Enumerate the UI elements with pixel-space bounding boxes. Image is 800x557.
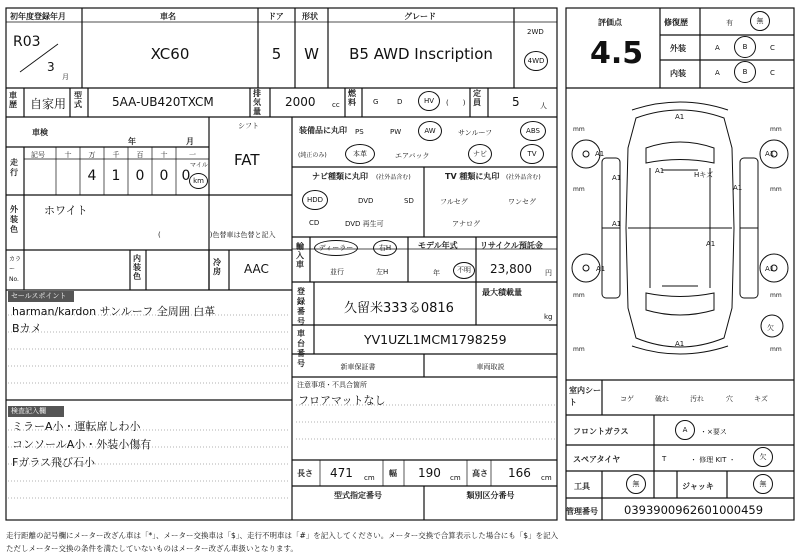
recycle-yen: 円 bbox=[545, 269, 552, 277]
equip-abs-circled: ABS bbox=[520, 121, 546, 141]
first-reg-label: 初年度登録年月 bbox=[10, 12, 66, 21]
inspection-month: 月 bbox=[186, 137, 194, 146]
grade-label: グレード bbox=[404, 12, 436, 21]
damage-mark-a1-10: A1 bbox=[765, 265, 775, 273]
mileage-digit-1: 4 bbox=[87, 168, 97, 184]
height-value: 166 bbox=[508, 466, 531, 480]
manage-number-label: 管理番号 bbox=[566, 507, 598, 516]
interior-seat-label: 室内シート bbox=[569, 386, 601, 407]
damage-mark-a1-6: A1 bbox=[733, 184, 743, 192]
mileage-digit-4: 0 bbox=[159, 168, 169, 184]
repair-no-circled: 無 bbox=[750, 11, 770, 31]
mm-label-2: mm bbox=[770, 126, 782, 133]
width-value: 190 bbox=[418, 466, 441, 480]
footer-note-2: ただしメーター交換の条件を満たしていないものはメーター改ざん車扱いとなります。 bbox=[6, 544, 298, 553]
exterior-grade-a: A bbox=[715, 44, 720, 52]
manual-label: 車両取説 bbox=[476, 363, 505, 371]
ac-label: 冷房 bbox=[213, 258, 221, 276]
exterior-label: 外装 bbox=[670, 44, 686, 53]
import-left: 左H bbox=[376, 268, 389, 276]
grade-value: B5 AWD Inscription bbox=[349, 45, 493, 63]
inspector-label: 検査記入欄 bbox=[8, 406, 64, 417]
damage-mark-a1-2: A1 bbox=[595, 150, 605, 158]
digit-header-4: 百 bbox=[136, 151, 144, 159]
spare-missing-circled: 欠 bbox=[753, 447, 773, 467]
damage-mark-a1-4: A1 bbox=[655, 167, 665, 175]
length-value: 471 bbox=[330, 466, 353, 480]
nav-hdd-circled: HDD bbox=[302, 190, 328, 210]
fuel-option-d: D bbox=[397, 98, 403, 106]
sales-line-1: harman/kardon サンルーフ 全周囲 白革 bbox=[12, 305, 216, 318]
model-year-unknown-circled: 不明 bbox=[453, 262, 475, 279]
height-label: 高さ bbox=[472, 469, 488, 478]
mm-label-8: mm bbox=[770, 346, 782, 353]
exterior-grade-b-circled: B bbox=[734, 36, 756, 58]
interior-grade-a: A bbox=[715, 69, 720, 77]
manage-number-value: 0393900962601000459 bbox=[624, 503, 764, 517]
length-label: 長さ bbox=[297, 469, 313, 478]
tv-oneseg: ワンセグ bbox=[508, 198, 536, 206]
tools-label: 工具 bbox=[574, 482, 590, 491]
equip-ps: PS bbox=[355, 128, 364, 136]
windshield-note: ・×要ス bbox=[700, 428, 727, 436]
model-code: 5AA-UB420TXCM bbox=[112, 95, 214, 109]
shift-value: FAT bbox=[234, 151, 260, 169]
damage-mark-a1-3: A1 bbox=[765, 150, 775, 158]
repair-yes: 有 bbox=[726, 19, 733, 27]
fuel-label: 燃料 bbox=[348, 89, 356, 107]
width-label: 幅 bbox=[389, 469, 397, 478]
fuel-other: ( ) bbox=[446, 99, 466, 107]
inspector-line-3: Fガラス飛び石小 bbox=[12, 456, 95, 469]
interior-grade-c: C bbox=[770, 69, 775, 77]
tv-analog: アナログ bbox=[452, 220, 480, 228]
body-shape: W bbox=[304, 45, 319, 63]
equip-navi-circled: ナビ bbox=[468, 144, 492, 164]
interior-color-label: 内装色 bbox=[133, 254, 141, 281]
mm-label-4: mm bbox=[770, 186, 782, 193]
ac-value: AAC bbox=[244, 262, 269, 276]
model-year-unit: 年 bbox=[433, 269, 440, 277]
seat-tear: 破れ bbox=[655, 395, 669, 403]
first-reg-year: R03 bbox=[13, 34, 41, 50]
mileage-label: 走行 bbox=[10, 158, 18, 177]
drive-2wd: 2WD bbox=[527, 28, 544, 36]
tv-label: TV 種類に丸印 bbox=[445, 172, 500, 181]
import-right-circled: 右H bbox=[373, 240, 397, 256]
mile-label: マイル bbox=[190, 162, 208, 169]
mm-label-6: mm bbox=[770, 292, 782, 299]
sales-points-label: セールスポイント bbox=[8, 291, 74, 302]
footer-note-1: 走行距離の記号欄にメーター改ざん車は「*」、メーター交換車は「$」、走行不明車は「#」を記入してください。メーター交換で合算表示した場合にも「$」を記入 bbox=[6, 531, 559, 540]
windshield-label: フロントガラス bbox=[573, 427, 629, 436]
nav-sd: SD bbox=[404, 197, 414, 205]
eval-score-label: 評価点 bbox=[598, 18, 622, 27]
chassis-value: YV1UZL1MCM1798259 bbox=[364, 332, 507, 347]
damage-mark-a1-1: A1 bbox=[675, 113, 685, 121]
max-load-label: 最大積載量 bbox=[482, 288, 522, 297]
nav-label: ナビ種類に丸印 bbox=[312, 172, 368, 181]
exterior-color-label: 外装色 bbox=[10, 205, 18, 234]
width-unit: cm bbox=[450, 474, 461, 482]
mm-label-5: mm bbox=[573, 292, 585, 299]
damage-mark-a1-8: A1 bbox=[706, 240, 716, 248]
tools-none-circled: 無 bbox=[626, 474, 646, 494]
height-unit: cm bbox=[541, 474, 552, 482]
damage-mark-missing: 欠 bbox=[767, 324, 774, 332]
inspector-line-1: ミラーA小・運転席しわ小 bbox=[12, 420, 141, 433]
usage-value: 自家用 bbox=[30, 97, 67, 111]
mm-label-7: mm bbox=[573, 346, 585, 353]
model-label: 型式 bbox=[74, 91, 82, 109]
fuel-option-g: G bbox=[373, 98, 379, 106]
damage-mark-a1-9: A1 bbox=[596, 265, 606, 273]
equip-sunroof: サンルーフ bbox=[458, 129, 493, 137]
exterior-color-value: ホワイト bbox=[44, 204, 88, 217]
equip-aw-circled: AW bbox=[418, 121, 442, 141]
mileage-symbol-label: 記号 bbox=[31, 151, 45, 159]
seat-stain: 汚れ bbox=[690, 395, 704, 403]
import-parallel: 並行 bbox=[330, 268, 344, 276]
car-diagram bbox=[566, 88, 794, 380]
damage-mark-a1-11: A1 bbox=[675, 340, 685, 348]
equipment-label: 装備品に丸印 bbox=[299, 126, 347, 135]
equipment-sub: (純正のみ) bbox=[298, 152, 327, 159]
displacement-value: 2000 bbox=[285, 95, 316, 109]
digit-header-2: 万 bbox=[88, 151, 96, 159]
first-reg-month: 3 bbox=[47, 60, 55, 74]
registration-label: 登録番号 bbox=[297, 287, 305, 326]
equip-pw: PW bbox=[390, 128, 402, 136]
exterior-grade-c: C bbox=[770, 44, 775, 52]
recycle-label: リサイクル預託金 bbox=[480, 241, 543, 250]
seat-hole: 穴 bbox=[726, 395, 733, 403]
mileage-digit-3: 0 bbox=[135, 168, 145, 184]
windshield-a-circled: A bbox=[675, 420, 695, 440]
displacement-label: 排気量 bbox=[253, 89, 261, 116]
damage-mark-a1-5: A1 bbox=[612, 174, 622, 182]
km-circled: km bbox=[189, 173, 208, 189]
import-dealer-circled: ディーラー bbox=[314, 240, 358, 256]
capacity-label: 定員 bbox=[473, 89, 481, 107]
capacity-value: 5 bbox=[512, 95, 520, 109]
drive-4wd-circled: 4WD bbox=[524, 51, 548, 71]
digit-header-5: 十 bbox=[160, 151, 168, 159]
jack-none-circled: 無 bbox=[753, 474, 773, 494]
first-reg-month-unit: 月 bbox=[62, 73, 69, 81]
tv-sub: (社外品含む) bbox=[506, 174, 541, 181]
mileage-digit-5: 0 bbox=[181, 168, 191, 184]
seat-scratch: キズ bbox=[754, 395, 768, 403]
equip-tv-circled: TV bbox=[520, 144, 544, 164]
car-name-label: 車名 bbox=[160, 12, 176, 21]
mm-label-3: mm bbox=[573, 186, 585, 193]
shape-label: 形状 bbox=[302, 12, 318, 21]
spare-kit: ・ 修理 KIT ・ bbox=[690, 456, 736, 464]
eval-score-value: 4.5 bbox=[590, 36, 644, 71]
color-change-note: ( )色替車は色替と記入 bbox=[158, 231, 276, 239]
tv-fullseg: フルセグ bbox=[440, 198, 468, 206]
recycle-value: 23,800 bbox=[490, 262, 532, 276]
history-label: 車歴 bbox=[9, 91, 17, 109]
inspector-line-2: コンソールA小・外装小傷有 bbox=[12, 438, 152, 451]
model-year-label: モデル年式 bbox=[418, 241, 458, 250]
max-load-unit: kg bbox=[544, 313, 553, 321]
interior-label: 内装 bbox=[670, 69, 686, 78]
designation-number-label: 型式指定番号 bbox=[334, 491, 382, 500]
jack-label: ジャッキ bbox=[682, 482, 714, 491]
notes-label: 注意事項・不具合箇所 bbox=[297, 381, 367, 389]
digit-header-6: 一 bbox=[189, 151, 196, 159]
digit-header-1: 十 bbox=[64, 151, 72, 159]
equip-leather-circled: 本革 bbox=[345, 144, 375, 164]
digit-header-3: 千 bbox=[112, 151, 120, 159]
door-label: ドア bbox=[268, 12, 284, 21]
damage-mark-h: Hキズ bbox=[694, 171, 714, 179]
spare-t: T bbox=[662, 455, 667, 463]
equip-airbag: エアバック bbox=[395, 152, 430, 160]
interior-grade-b-circled: B bbox=[734, 61, 756, 83]
capacity-unit: 人 bbox=[540, 102, 547, 110]
cc-unit: cc bbox=[332, 101, 340, 109]
mileage-digit-2: 1 bbox=[111, 168, 121, 184]
inspection-label: 車検 bbox=[32, 128, 48, 137]
inspection-year: 年 bbox=[128, 137, 136, 146]
color-code-label: カラーNo. bbox=[9, 256, 22, 283]
warranty-label: 新車保証書 bbox=[340, 363, 376, 371]
chassis-label: 車台番号 bbox=[297, 329, 305, 368]
nav-cd: CD bbox=[309, 219, 320, 227]
length-unit: cm bbox=[364, 474, 375, 482]
repair-history-label: 修復歴 bbox=[664, 18, 688, 27]
nav-dvd-play: DVD 再生可 bbox=[345, 220, 384, 228]
fuel-hv-circled: HV bbox=[418, 91, 440, 111]
shift-label: シフト bbox=[238, 122, 259, 130]
door-count: 5 bbox=[271, 45, 282, 63]
car-name: XC60 bbox=[150, 45, 190, 63]
seat-burn: コゲ bbox=[620, 395, 634, 403]
nav-sub: (社外品含む) bbox=[376, 174, 411, 181]
mm-label-1: mm bbox=[573, 126, 585, 133]
notes-text: フロアマットなし bbox=[298, 394, 386, 407]
damage-mark-a1-7: A1 bbox=[612, 220, 622, 228]
import-label: 輸入車 bbox=[296, 242, 304, 269]
nav-dvd: DVD bbox=[358, 197, 374, 205]
sales-line-2: Bカメ bbox=[12, 322, 42, 335]
registration-value: 久留米333る0816 bbox=[344, 301, 454, 316]
category-number-label: 類別区分番号 bbox=[466, 491, 515, 500]
spare-tire-label: スペアタイヤ bbox=[573, 455, 621, 464]
